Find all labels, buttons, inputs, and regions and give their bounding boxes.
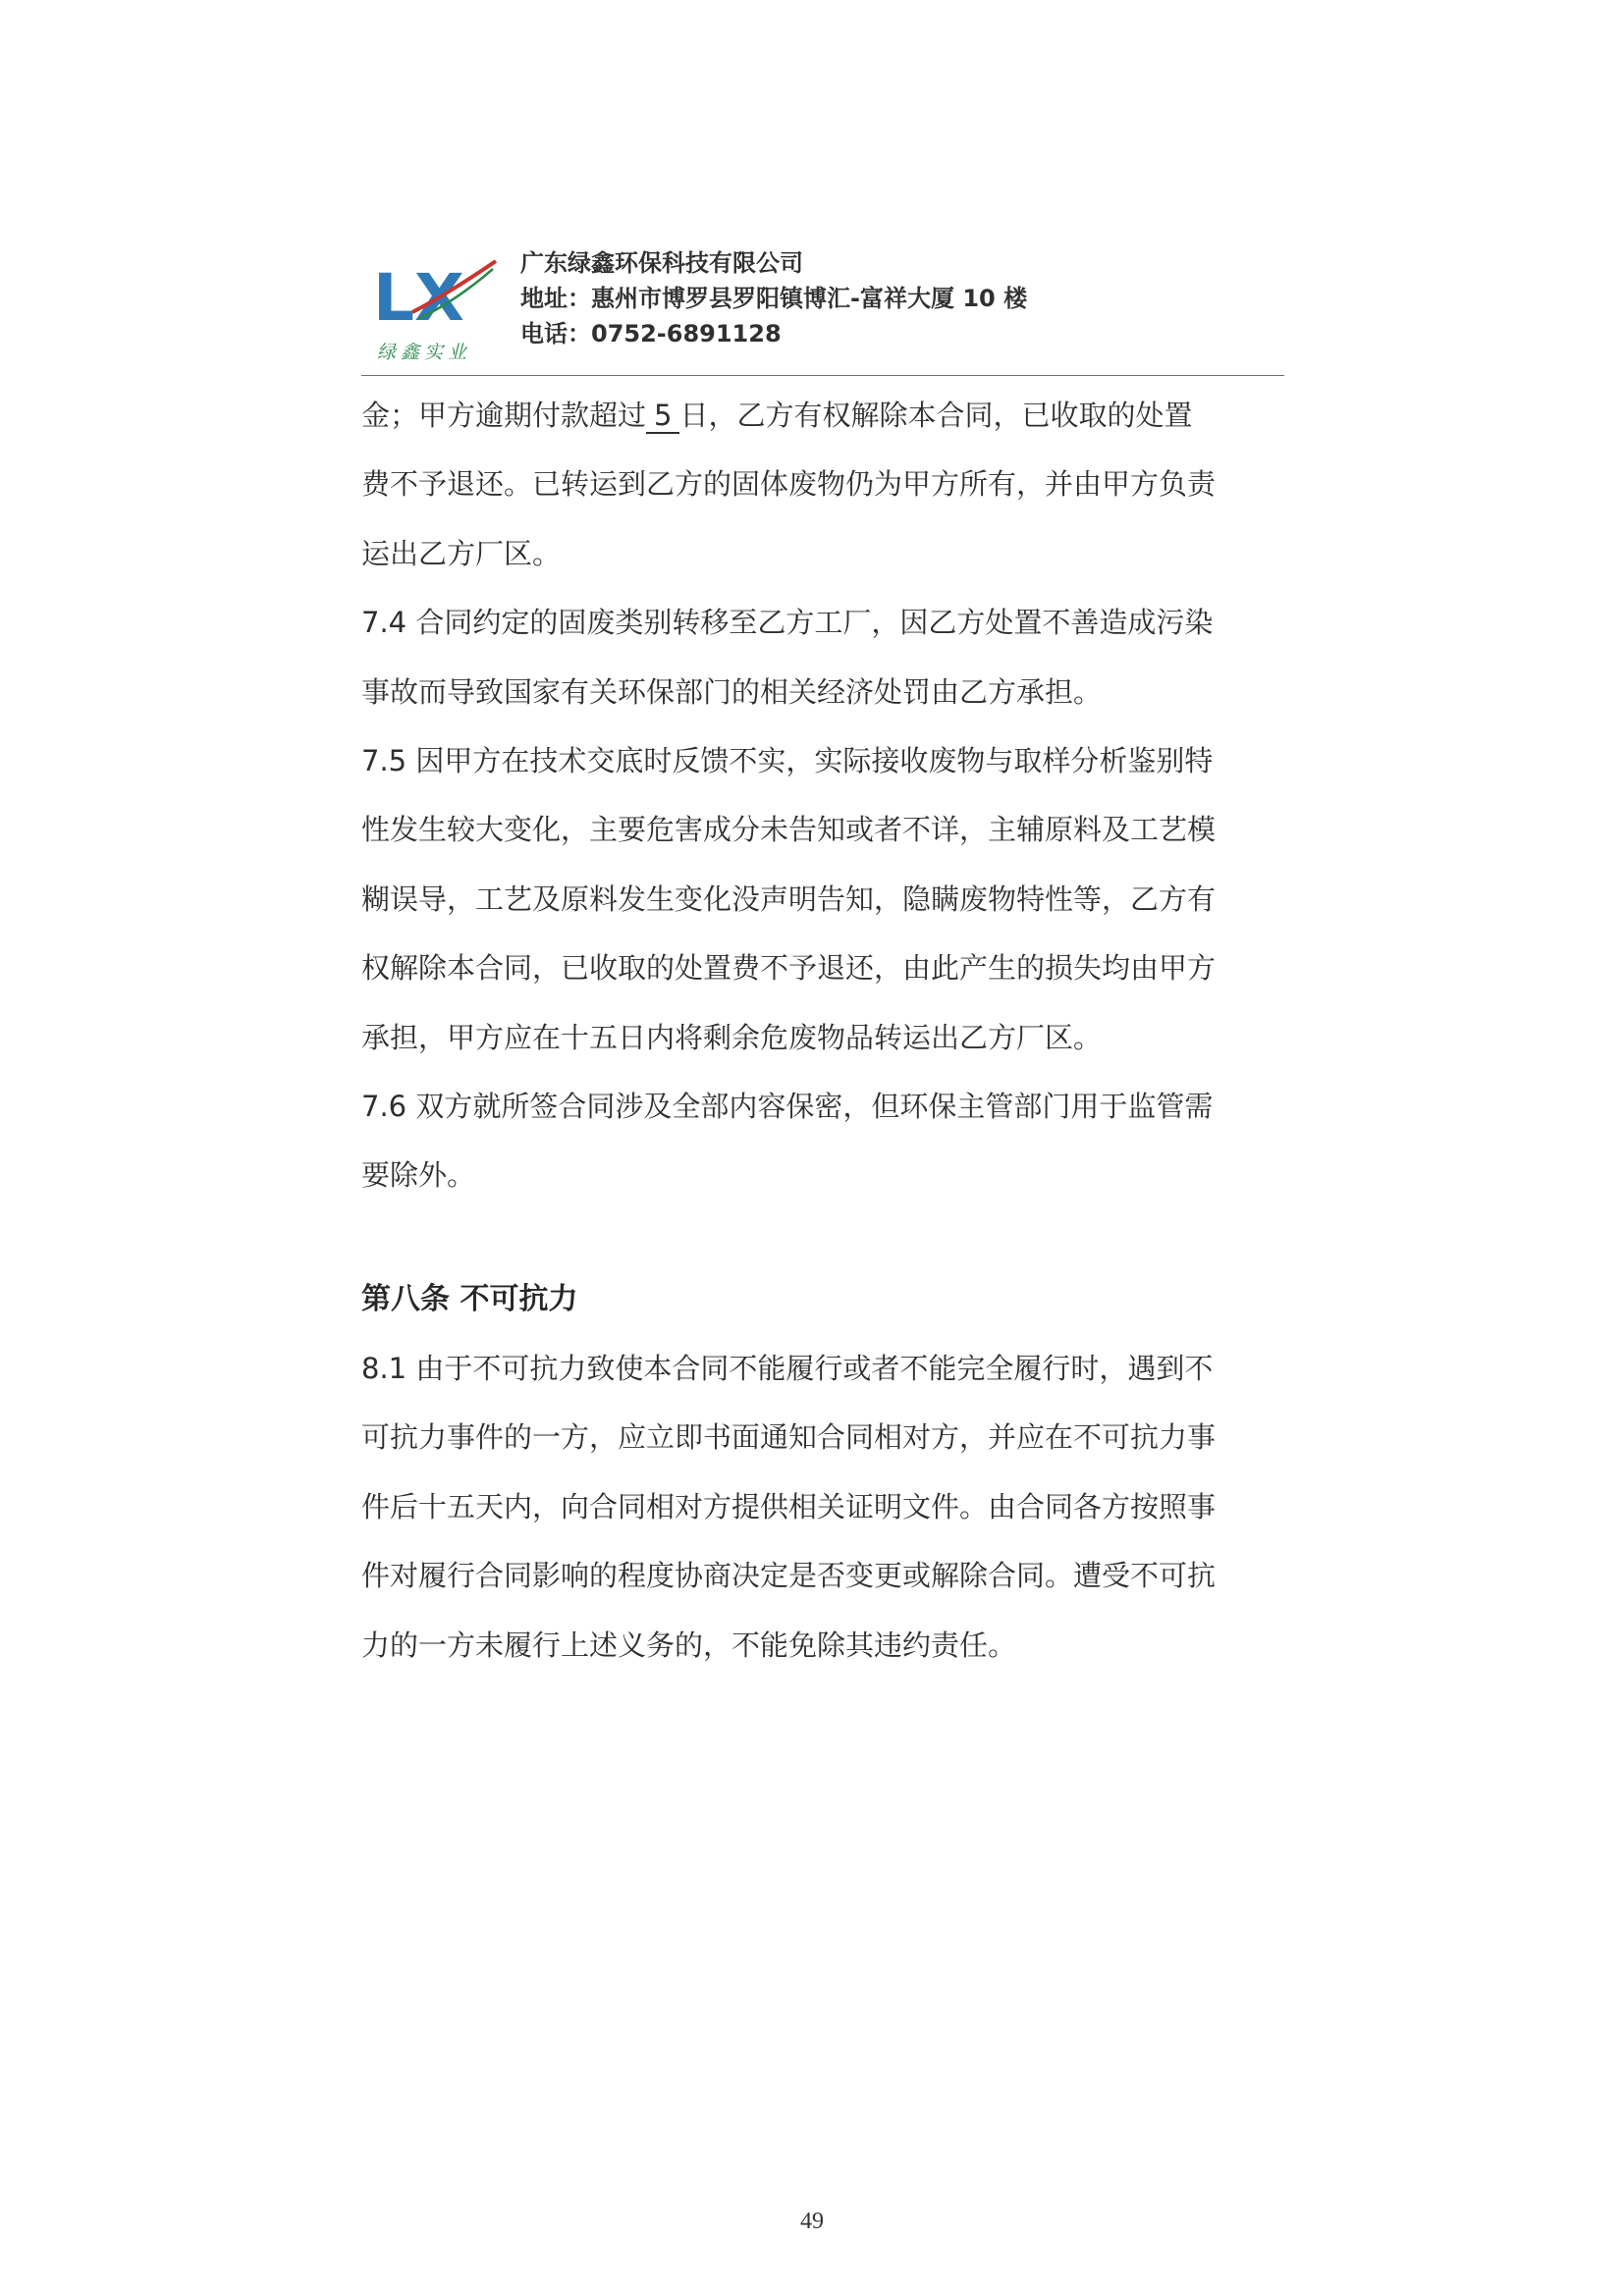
document-body — [361, 381, 1294, 1680]
logo-subtitle: 绿鑫实业 — [377, 342, 472, 363]
company-info — [520, 245, 1027, 351]
logo-letters: LX — [373, 260, 464, 336]
clause-7-6: 7.6 双方就所签合同涉及全部内容保密，但环保主管部门用于监管需 — [361, 1090, 1214, 1124]
body-line: 权解除本合同，已收取的处置费不予退还，由此产生的损失均由甲方 — [361, 951, 1217, 986]
body-line: 事故而导致国家有关环保部门的相关经济处罚由乙方承担。 — [361, 674, 1103, 709]
body-line: 运出乙方厂区。 — [361, 536, 562, 570]
company-address: 地址：惠州市博罗县罗阳镇博汇-富祥大厦 10 楼 — [520, 285, 1028, 312]
letterhead — [361, 236, 1284, 373]
clause-7-4: 7.4 合同约定的固废类别转移至乙方工厂，因乙方处置不善造成污染 — [361, 606, 1214, 640]
page-number: 49 — [800, 2209, 824, 2234]
body-line: 费不予退还。已转运到乙方的固体废物仍为甲方所有，并由甲方负责 — [361, 467, 1217, 502]
company-phone: 电话：0752-6891128 — [520, 320, 782, 347]
body-line: 性发生较大变化，主要危害成分未告知或者不详，主辅原料及工艺模 — [361, 813, 1217, 847]
body-line: 件对履行合同影响的程度协商决定是否变更或解除合同。遭受不可抗 — [361, 1559, 1217, 1593]
body-line: 糊误导，工艺及原料发生变化没声明告知，隐瞒废物特性等，乙方有 — [361, 881, 1217, 916]
body-line: 可抗力事件的一方，应立即书面通知合同相对方，并应在不可抗力事 — [361, 1420, 1217, 1455]
clause-8-1: 8.1 由于不可抗力致使本合同不能履行或者不能完全履行时，遇到不 — [361, 1351, 1214, 1385]
body-line — [361, 381, 1294, 450]
company-logo — [373, 255, 501, 363]
body-line: 要除外。 — [361, 1158, 476, 1193]
section-gap — [361, 1210, 1294, 1265]
section-heading: 第八条 不可抗力 — [361, 1281, 578, 1316]
underlined-days: 5 — [646, 399, 679, 434]
clause-7-5: 7.5 因甲方在技术交底时反馈不实，实际接收废物与取样分析鉴别特 — [361, 744, 1214, 778]
body-line: 力的一方未履行上述义务的，不能免除其违约责任。 — [361, 1628, 1017, 1662]
body-line: 承担，甲方应在十五日内将剩余危废物品转运出乙方厂区。 — [361, 1020, 1103, 1054]
header-divider — [361, 375, 1284, 376]
body-line: 件后十五天内，向合同相对方提供相关证明文件。由合同各方按照事 — [361, 1489, 1217, 1523]
line-text-start: 金；甲方逾期付款超过 — [361, 399, 647, 432]
lx-logo-icon — [373, 255, 501, 339]
line-text-end: 日，乙方有权解除本合同，已收取的处置 — [679, 399, 1193, 432]
company-name: 广东绿鑫环保科技有限公司 — [520, 249, 803, 277]
